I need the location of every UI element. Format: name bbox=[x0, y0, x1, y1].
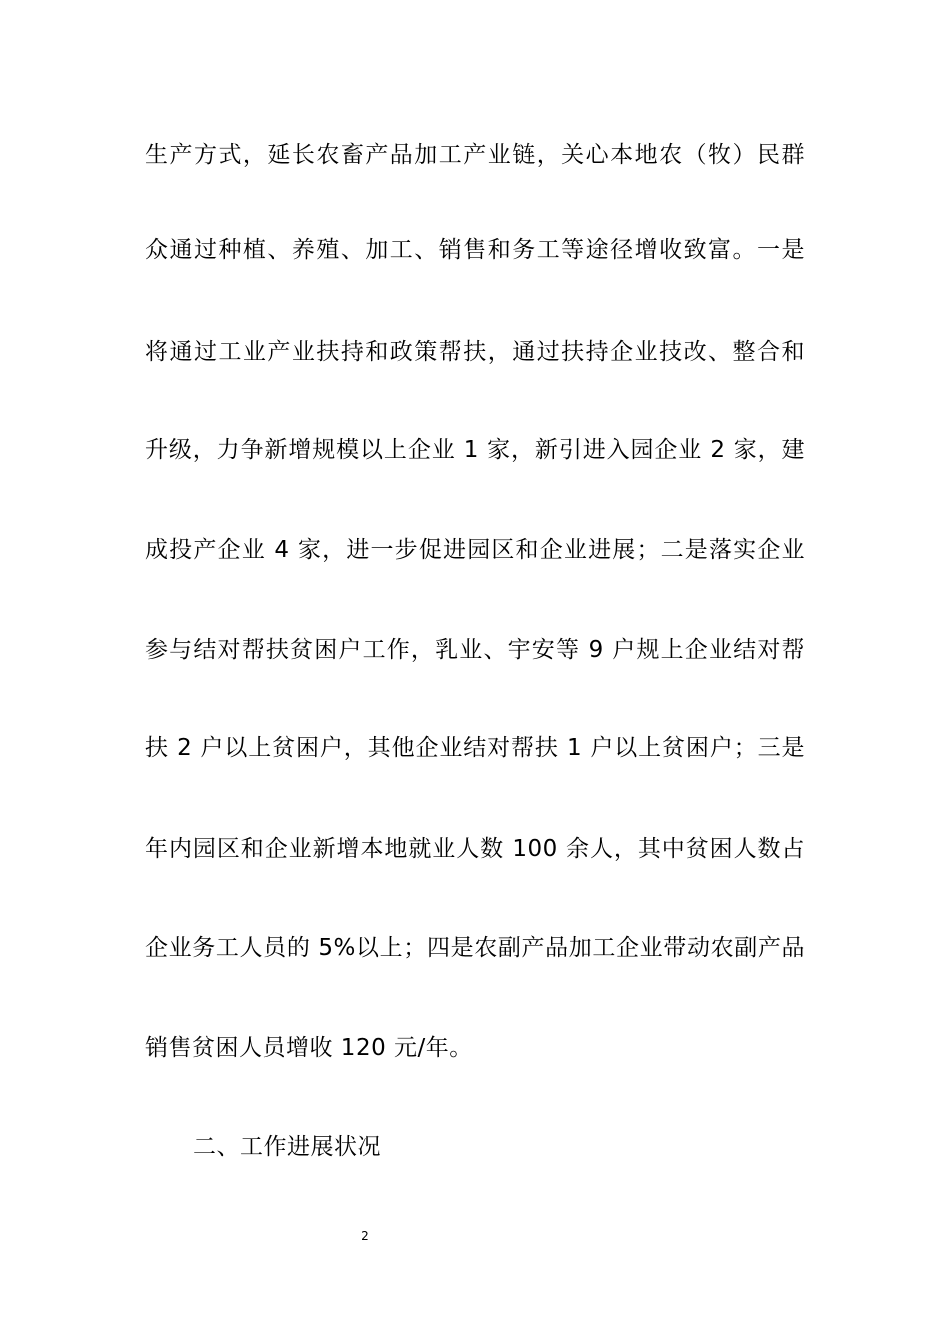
body-text-line-8: 年内园区和企业新增本地就业人数 100 余人，其中贫困人数占 bbox=[145, 836, 805, 862]
body-text-line-10: 销售贫困人员增收 120 元/年。 bbox=[145, 1035, 473, 1061]
body-text-line-1: 生产方式，延长农畜产品加工产业链，关心本地农（牧）民群 bbox=[145, 142, 805, 168]
section-heading: 二、工作进展状况 bbox=[193, 1134, 381, 1160]
body-text-line-3: 将通过工业产业扶持和政策帮扶，通过扶持企业技改、整合和 bbox=[145, 339, 805, 365]
body-text-line-9: 企业务工人员的 5%以上；四是农副产品加工企业带动农副产品 bbox=[145, 935, 805, 961]
body-text-line-5: 成投产企业 4 家，进一步促进园区和企业进展；二是落实企业 bbox=[145, 537, 805, 563]
body-text-line-7: 扶 2 户以上贫困户，其他企业结对帮扶 1 户以上贫困户；三是 bbox=[145, 735, 805, 761]
page-number: 2 bbox=[361, 1229, 369, 1243]
body-text-line-2: 众通过种植、养殖、加工、销售和务工等途径增收致富。一是 bbox=[145, 237, 805, 263]
body-text-line-4: 升级，力争新增规模以上企业 1 家，新引进入园企业 2 家，建 bbox=[145, 437, 805, 463]
body-text-line-6: 参与结对帮扶贫困户工作，乳业、宇安等 9 户规上企业结对帮 bbox=[145, 637, 805, 663]
